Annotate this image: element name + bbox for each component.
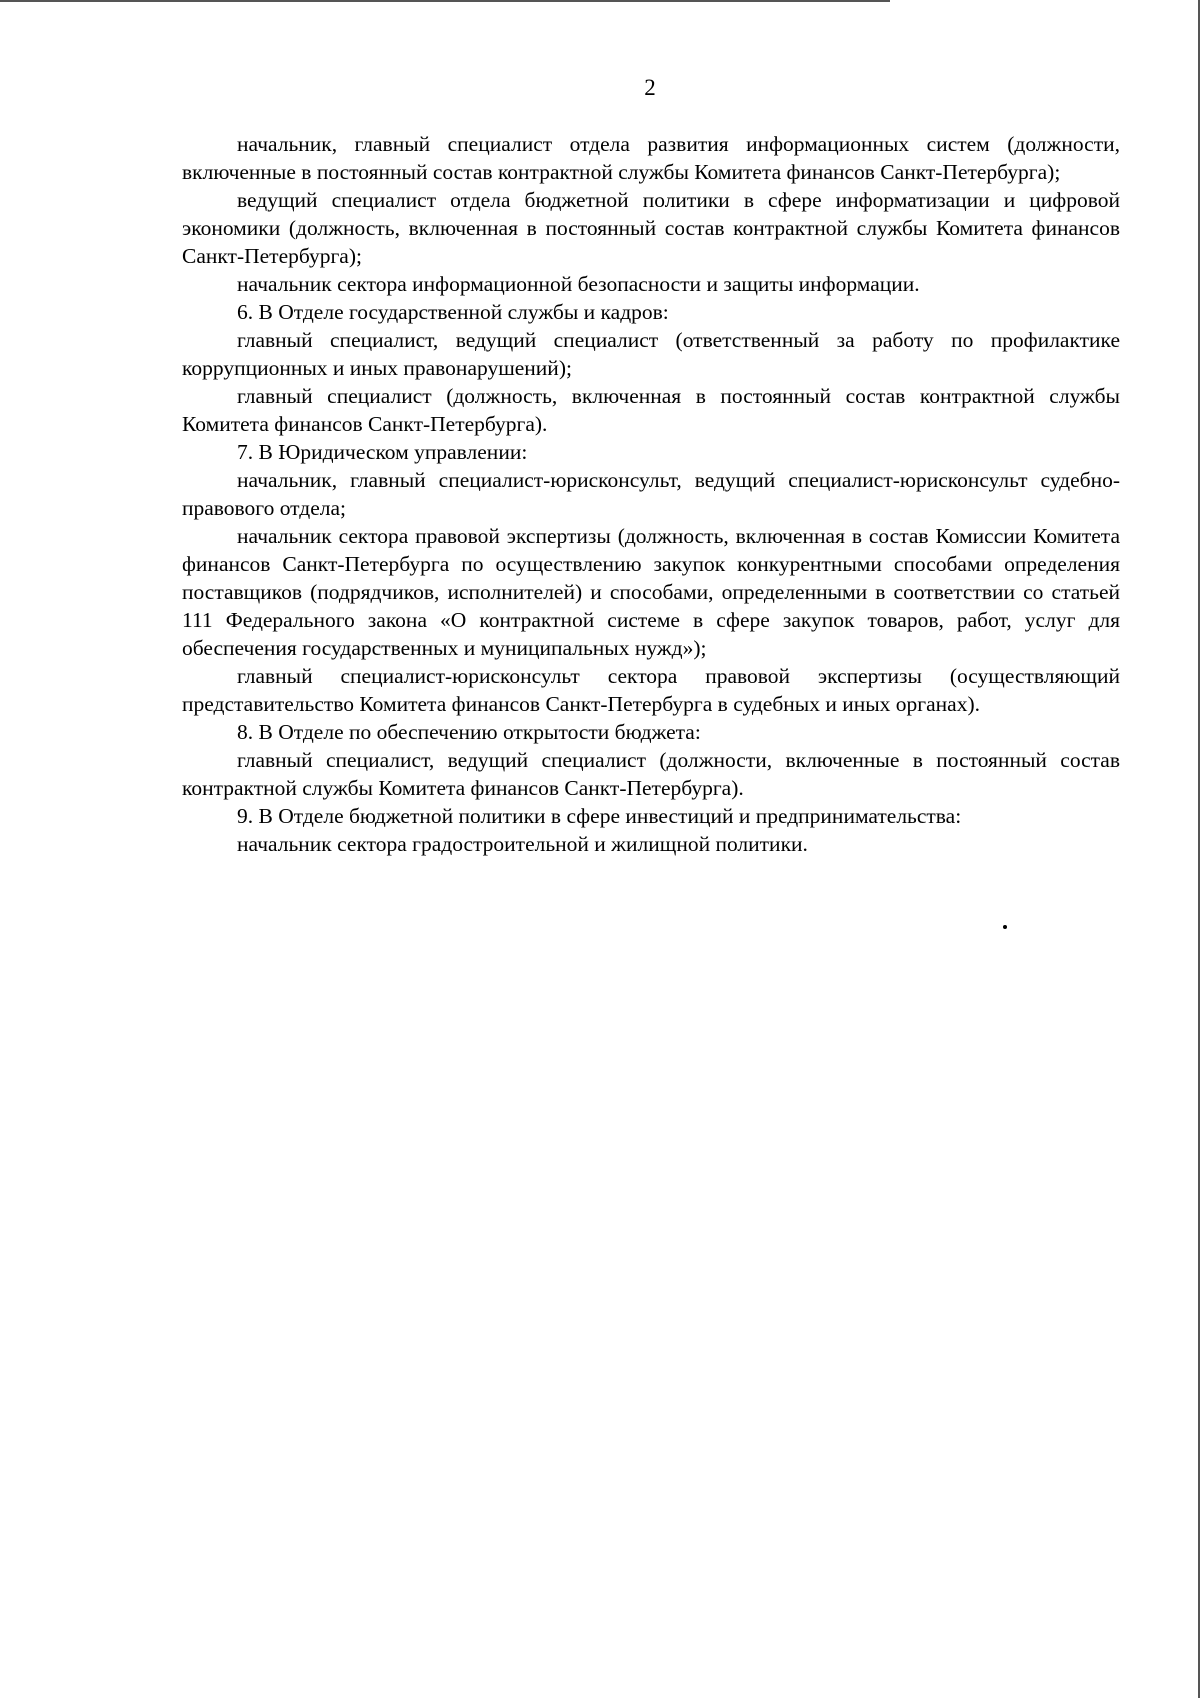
document-body: [182, 130, 1120, 858]
section-9-heading: 9. В Отделе бюджетной политики в сфере инвестиций и предпринимательства:: [237, 804, 962, 828]
section-8-heading: 8. В Отделе по обеспечению открытости бюджета:: [237, 720, 701, 744]
paragraph-8: начальник, главный специалист-юрисконсульт, ведущий специалист-юрисконсульт судебно-правового отдела;: [182, 468, 1120, 520]
stray-dot-mark: [1003, 925, 1007, 929]
paragraph-14: начальник сектора градостроительной и жилищной политики.: [237, 832, 808, 856]
scan-edge-top: [0, 0, 890, 2]
paragraph-1: начальник, главный специалист отдела развития информационных систем (должности, включенные в постоянный состав контрактной службы Комитета финансов Санкт-Петербурга);: [182, 132, 1120, 184]
paragraph-3: начальник сектора информационной безопасности и защиты информации.: [237, 272, 920, 296]
paragraph-9: начальник сектора правовой экспертизы (должность, включенная в состав Комиссии Комитета финансов Санкт-Петербурга по осуществлению закупок конкурентными способами определения поставщиков (подрядчиков, исполнителей) и способами, определенными в соответствии со статьей 111 Федерального закона «О контрактной системе в сфере закупок товаров, работ, услуг для обеспечения государственных и муниципальных нужд»);: [182, 524, 1120, 660]
paragraph-6: главный специалист (должность, включенная в постоянный состав контрактной службы Комитета финансов Санкт-Петербурга).: [182, 384, 1120, 436]
paragraph-12: главный специалист, ведущий специалист (должности, включенные в постоянный состав контрактной службы Комитета финансов Санкт-Петербурга).: [182, 748, 1120, 800]
page-number: 2: [644, 75, 656, 100]
section-6-heading: 6. В Отделе государственной службы и кадров:: [237, 300, 669, 324]
paragraph-2: ведущий специалист отдела бюджетной политики в сфере информатизации и цифровой экономики (должность, включенная в постоянный состав контрактной службы Комитета финансов Санкт-Петербурга);: [182, 188, 1120, 268]
paragraph-5: главный специалист, ведущий специалист (ответственный за работу по профилактике коррупционных и иных правонарушений);: [182, 328, 1120, 380]
paragraph-10: главный специалист-юрисконсульт сектора правовой экспертизы (осуществляющий представительство Комитета финансов Санкт-Петербурга в судебных и иных органах).: [182, 664, 1120, 716]
section-7-heading: 7. В Юридическом управлении:: [237, 440, 528, 464]
